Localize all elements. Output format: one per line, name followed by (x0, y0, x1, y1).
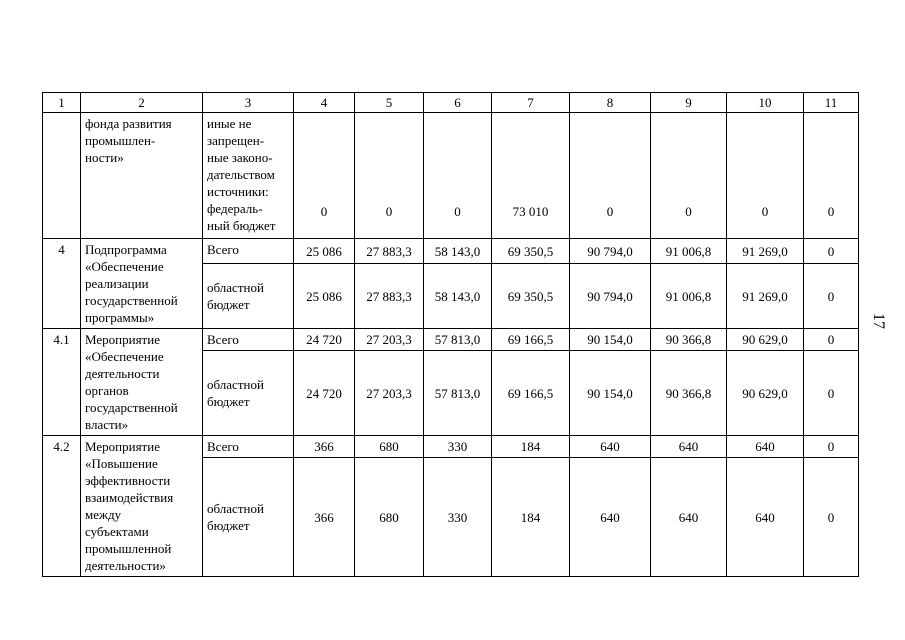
value-cell: 69 350,5 (492, 239, 570, 264)
value-cell: 57 813,0 (424, 351, 492, 436)
column-number-cell: 8 (570, 93, 651, 113)
value-cell: 90 154,0 (570, 329, 651, 351)
value-cell: 25 086 (294, 264, 355, 329)
table-row (43, 436, 859, 458)
value-cell: 184 (492, 458, 570, 577)
value-cell: 680 (355, 436, 424, 458)
value-cell: 25 086 (294, 239, 355, 264)
value-cell: 0 (727, 113, 804, 239)
row-number-cell: 4 (43, 239, 81, 329)
item-name-cell: Мероприятие «Обеспечение деятельности органов государственной власти» (81, 329, 203, 436)
funding-source-cell: Всего (203, 239, 294, 264)
column-number-cell: 3 (203, 93, 294, 113)
value-cell: 90 794,0 (570, 264, 651, 329)
column-number-cell: 6 (424, 93, 492, 113)
value-cell: 640 (727, 458, 804, 577)
budget-table (42, 92, 859, 577)
value-cell: 0 (804, 458, 859, 577)
column-number-cell: 9 (651, 93, 727, 113)
value-cell: 27 203,3 (355, 351, 424, 436)
value-cell: 91 006,8 (651, 264, 727, 329)
value-cell: 0 (804, 436, 859, 458)
value-cell: 0 (651, 113, 727, 239)
funding-source-cell: областной бюджет (203, 264, 294, 329)
value-cell: 640 (651, 436, 727, 458)
value-cell: 366 (294, 458, 355, 577)
table-row (43, 239, 859, 264)
value-cell: 0 (804, 113, 859, 239)
value-cell: 366 (294, 436, 355, 458)
budget-table-body (43, 93, 859, 577)
value-cell: 57 813,0 (424, 329, 492, 351)
value-cell: 0 (804, 329, 859, 351)
funding-source-cell: областной бюджет (203, 458, 294, 577)
value-cell: 90 154,0 (570, 351, 651, 436)
value-cell: 91 006,8 (651, 239, 727, 264)
value-cell: 58 143,0 (424, 239, 492, 264)
value-cell: 680 (355, 458, 424, 577)
value-cell: 184 (492, 436, 570, 458)
value-cell: 90 794,0 (570, 239, 651, 264)
funding-source-cell: Всего (203, 436, 294, 458)
value-cell: 90 629,0 (727, 329, 804, 351)
column-number-cell: 5 (355, 93, 424, 113)
value-cell: 27 883,3 (355, 264, 424, 329)
funding-source-cell: Всего (203, 329, 294, 351)
item-name-cell: Мероприятие «Повышение эффективности взаимодействия между субъектами промышленной деятельности» (81, 436, 203, 577)
value-cell: 58 143,0 (424, 264, 492, 329)
column-number-cell: 1 (43, 93, 81, 113)
page-number: 17 (870, 313, 887, 329)
value-cell: 640 (570, 458, 651, 577)
funding-source-cell: иные не запрещен- ные законо- дательством источники: федераль- ный бюджет (203, 113, 294, 239)
value-cell: 27 883,3 (355, 239, 424, 264)
value-cell: 640 (727, 436, 804, 458)
value-cell: 91 269,0 (727, 264, 804, 329)
value-cell: 24 720 (294, 351, 355, 436)
row-number-cell: 4.1 (43, 329, 81, 436)
table-row (43, 329, 859, 351)
value-cell: 0 (424, 113, 492, 239)
value-cell: 0 (355, 113, 424, 239)
value-cell: 640 (651, 458, 727, 577)
value-cell: 0 (570, 113, 651, 239)
funding-source-cell: областной бюджет (203, 351, 294, 436)
item-name-cell: фонда развития промышлен- ности» (81, 113, 203, 239)
value-cell: 24 720 (294, 329, 355, 351)
value-cell: 0 (804, 351, 859, 436)
header-row (43, 93, 859, 113)
row-number-cell: 4.2 (43, 436, 81, 577)
value-cell: 0 (804, 264, 859, 329)
value-cell: 90 366,8 (651, 329, 727, 351)
value-cell: 91 269,0 (727, 239, 804, 264)
row-number-cell (43, 113, 81, 239)
value-cell: 69 350,5 (492, 264, 570, 329)
column-number-cell: 10 (727, 93, 804, 113)
value-cell: 69 166,5 (492, 329, 570, 351)
item-name-cell: Подпрограмма «Обеспечение реализации государственной программы» (81, 239, 203, 329)
value-cell: 90 366,8 (651, 351, 727, 436)
value-cell: 0 (294, 113, 355, 239)
value-cell: 640 (570, 436, 651, 458)
value-cell: 73 010 (492, 113, 570, 239)
column-number-cell: 4 (294, 93, 355, 113)
value-cell: 27 203,3 (355, 329, 424, 351)
column-number-cell: 2 (81, 93, 203, 113)
value-cell: 0 (804, 239, 859, 264)
value-cell: 330 (424, 458, 492, 577)
column-number-cell: 11 (804, 93, 859, 113)
value-cell: 90 629,0 (727, 351, 804, 436)
column-number-cell: 7 (492, 93, 570, 113)
value-cell: 69 166,5 (492, 351, 570, 436)
table-row (43, 113, 859, 239)
value-cell: 330 (424, 436, 492, 458)
